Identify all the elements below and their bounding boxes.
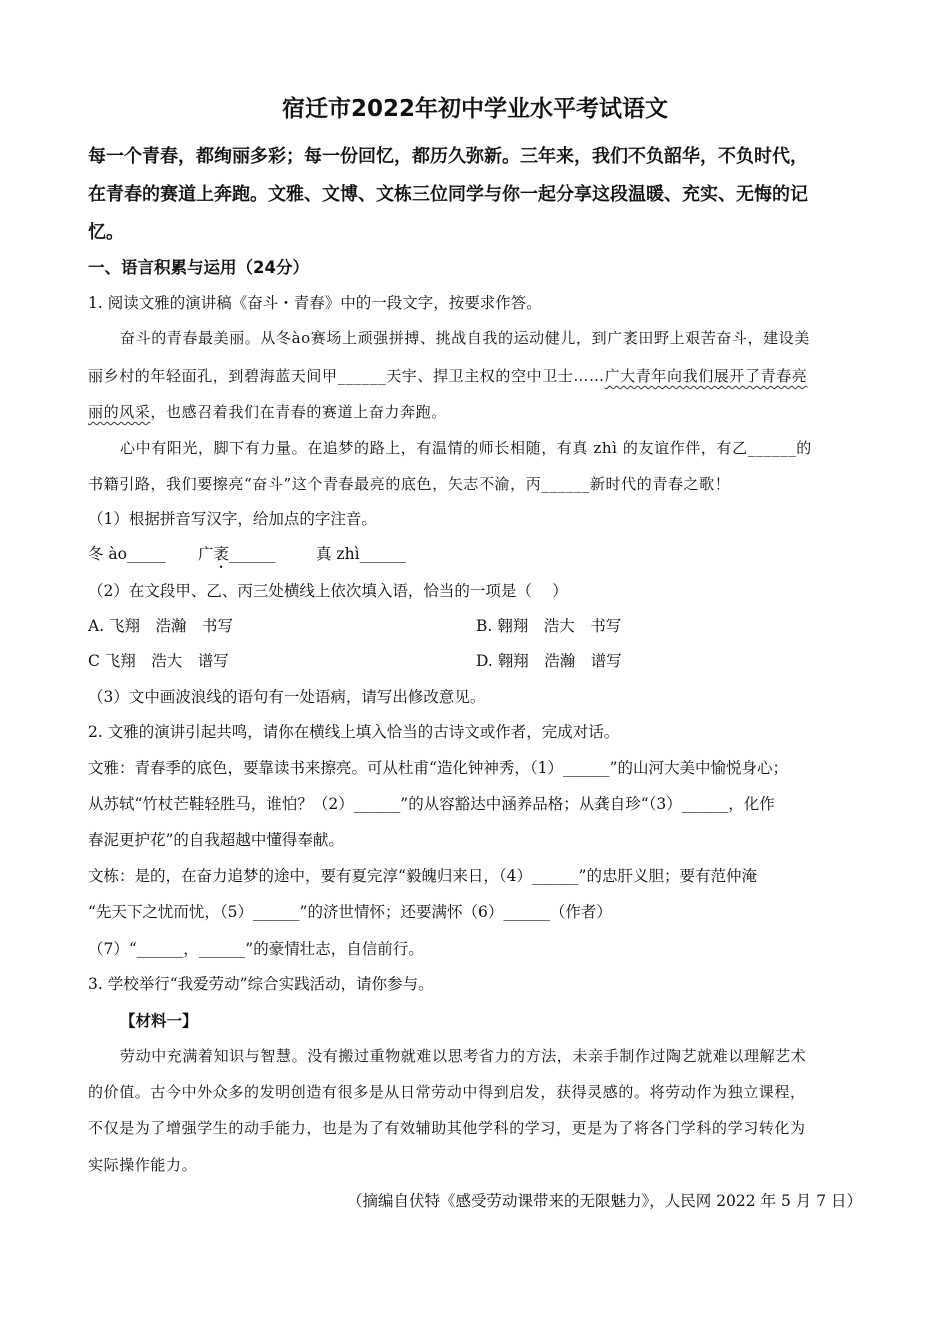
- section-heading: 一、语言积累与运用（24分）: [88, 258, 309, 277]
- q1-passage-line: [88, 365, 807, 387]
- option-c[interactable]: C 飞翔 浩大 谱写: [88, 652, 229, 670]
- q2-line: 文雅：青春季的底色，要靠读书来擦亮。可从杜甫“造化钟神秀，（1）______”的山河大美中愉悦身心；: [88, 759, 788, 777]
- q2-line: 文栋：是的，在奋力追梦的途中，要有夏完淳“毅魄归来日，（4）______”的忠肝义胆；要有范仲淹: [88, 867, 757, 885]
- q2-stem: 2. 文雅的演讲引起共鸣，请你在横线上填入恰当的古诗文或作者，完成对话。: [88, 723, 620, 741]
- q2-line: 春泥更护花”的自我超越中懂得奉献。: [88, 831, 344, 849]
- intro-line-3: 忆。: [88, 222, 124, 243]
- intro-line-1: 每一个青春，都绚丽多彩；每一份回忆，都历久弥新。三年来，我们不负韶华，不负时代，: [88, 146, 808, 167]
- q1-sub1: （1）根据拼音写汉字，给加点的字注音。: [88, 510, 377, 528]
- material-source: （摘编自伏特《感受劳动课带来的无限魅力》，人民网 2022 年 5 月 7 日）: [347, 1192, 862, 1210]
- passage-text: 丽乡村的年轻面孔，到碧海蓝天间甲______天宇、捍卫主权的空中卫士……: [88, 367, 605, 385]
- q1-passage-line: 心中有阳光，脚下有力量。在追梦的路上，有温情的师长相随，有真 zhì 的友谊作伴，有乙______的: [120, 439, 812, 457]
- intro-line-2: 在青春的赛道上奔跑。文雅、文博、文栋三位同学与你一起分享这段温暖、充实、无悔的记: [88, 184, 808, 205]
- option-a[interactable]: A. 飞翔 浩瀚 书写: [88, 617, 234, 635]
- material-line: 实际操作能力。: [88, 1156, 198, 1174]
- q1-passage-line: 书籍引路，我们要擦亮“奋斗”这个青春最亮的底色，矢志不渝，丙______新时代的青春之歌！: [88, 475, 731, 493]
- wavy-underlined-text: 丽的风采: [88, 403, 151, 421]
- material-line: 不仅是为了增强学生的动手能力，也是为了有效辅助其他学科的学习，更是为了将各门学科的学习转化为: [88, 1119, 806, 1137]
- material-label: 【材料一】: [120, 1011, 198, 1030]
- q3-stem: 3. 学校举行“我爱劳动”综合实践活动，请你参与。: [88, 975, 434, 993]
- answer-blank-zhi[interactable]: 真 zhì______: [316, 545, 407, 563]
- q2-line: 从苏轼“竹杖芒鞋轻胜马，谁怕？（2）______”的从容豁达中涵养品格；从龚自珍“（3）______，化作: [88, 795, 775, 813]
- material-line: 劳动中充满着知识与智慧。没有搬过重物就难以思考省力的方法，未亲手制作过陶艺就难以理解艺术: [120, 1047, 807, 1065]
- q1-stem: 1. 阅读文雅的演讲稿《奋斗・青春》中的一段文字，按要求作答。: [88, 294, 542, 312]
- q1-passage-line: [88, 401, 447, 423]
- blank-line: ______: [229, 545, 276, 563]
- blank-prefix: 广: [198, 545, 214, 563]
- q1-passage-line: 奋斗的青春最美丽。从冬ào赛场上顽强拼搏、挑战自我的运动健儿，到广袤田野上艰苦奋斗，建设美: [120, 329, 810, 347]
- answer-blank-ao[interactable]: 冬 ào_____: [88, 545, 166, 563]
- q2-line: “先天下之忧而忧，（5）______”的济世情怀；还要满怀（6）______（作者）: [88, 903, 612, 921]
- q1-sub2: （2）在文段甲、乙、丙三处横线上依次填入语，恰当的一项是（ ）: [88, 582, 568, 600]
- q2-line: （7）“______，______”的豪情壮志，自信前行。: [88, 940, 424, 958]
- page-title: 宿迁市2022年初中学业水平考试语文: [281, 96, 668, 122]
- answer-blank-mao[interactable]: [198, 543, 276, 572]
- wavy-underlined-text: 广大青年向我们展开了青春亮: [604, 367, 808, 385]
- dotted-character: 袤: [213, 545, 230, 563]
- q1-sub3: （3）文中画波浪线的语句有一处语病，请写出修改意见。: [88, 688, 486, 706]
- material-line: 的价值。古今中外众多的发明创造有很多是从日常劳动中得到启发，获得灵感的。将劳动作为独立课程，: [88, 1083, 806, 1101]
- option-d[interactable]: D. 翱翔 浩瀚 谱写: [476, 652, 622, 670]
- passage-text: ，也感召着我们在青春的赛道上奋力奔跑。: [150, 403, 447, 421]
- option-b[interactable]: B. 翱翔 浩大 书写: [476, 617, 622, 635]
